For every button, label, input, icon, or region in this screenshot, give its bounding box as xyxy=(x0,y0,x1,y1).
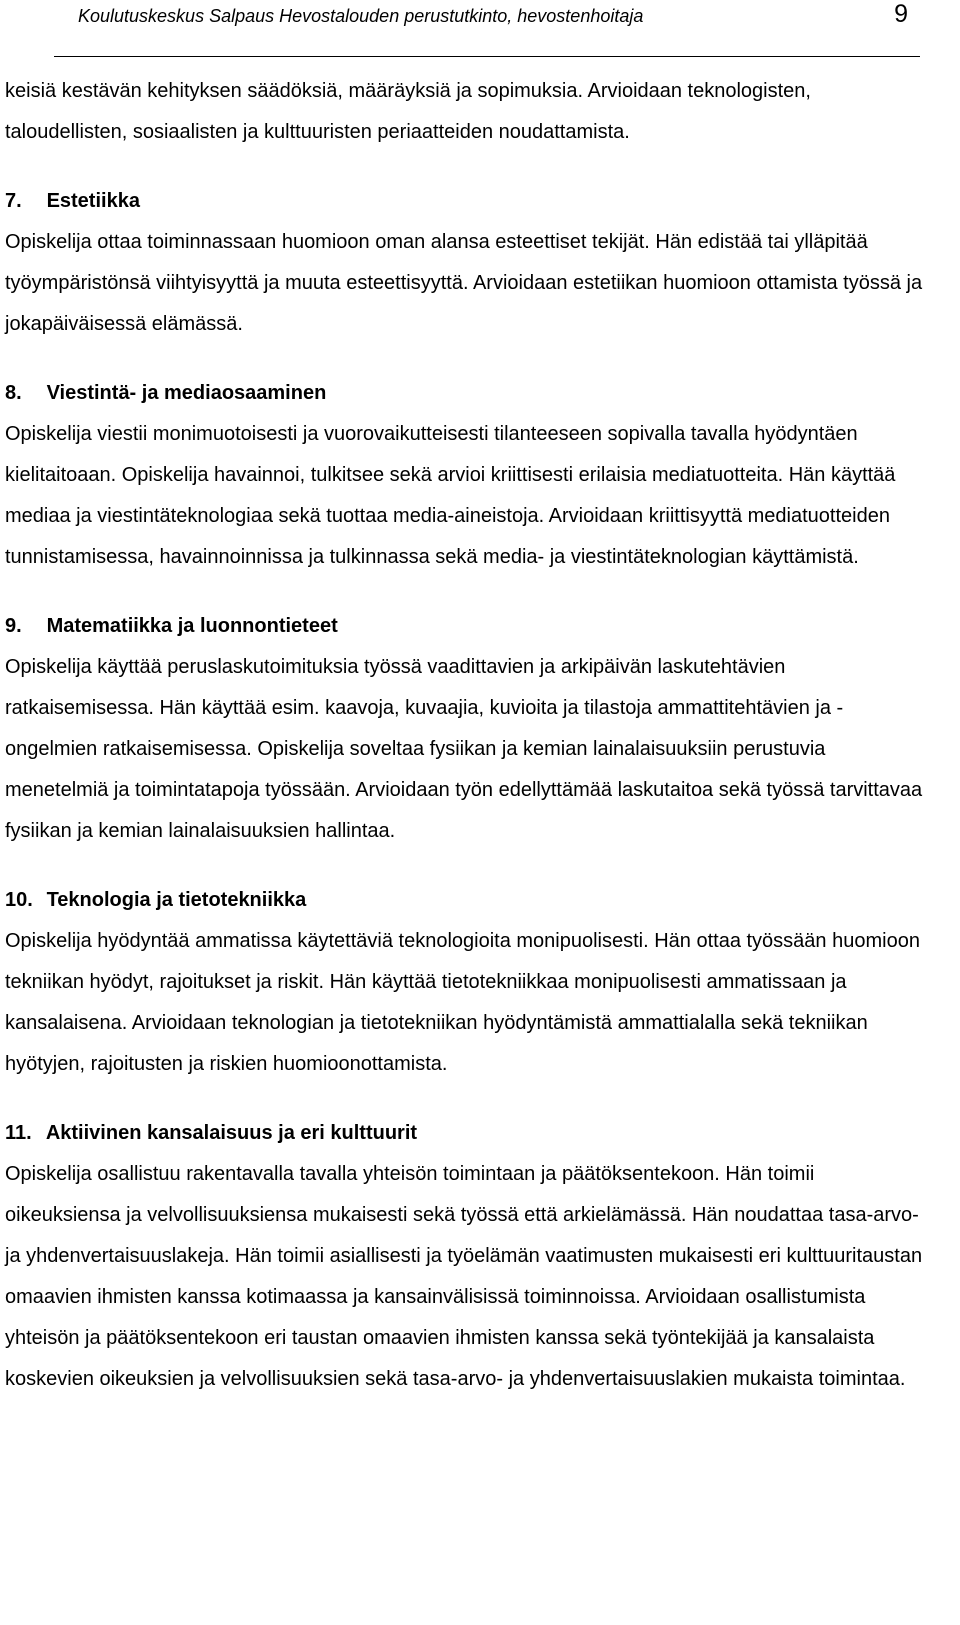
section-body: Opiskelija ottaa toiminnassaan huomioon oman alansa esteettiset tekijät. Hän edistää tai ylläpitää työympäristönsä viihtyisyyttä ja muuta esteettisyyttä. Arvioidaan estetiikan huomioon ottamista työssä ja jokapäiväisessä elämässä. xyxy=(5,231,923,335)
section-number: 8. xyxy=(5,382,22,404)
section-body: Opiskelija hyödyntää ammatissa käytettäviä teknologioita monipuolisesti. Hän ottaa työssään huomioon tekniikan hyödyt, rajoitukset ja riskit. Hän käyttää tietotekniikkaa monipuolisesti ammatissaan ja kansalaisena. Arvioidaan teknologian ja tietotekniikan hyödyntämistä ammattialalla sekä tekniikan hyötyjen, rajoitusten ja riskien huomioonottamista. xyxy=(5,930,920,1075)
section-heading xyxy=(5,181,925,222)
section-body: Opiskelija osallistuu rakentavalla tavalla yhteisön toimintaan ja päätöksentekoon. Hän toimii oikeuksiensa ja velvollisuuksiensa mukaisesti sekä työssä että arkielämässä. Hän noudattaa tasa-arvo- ja yhdenvertaisuuslakeja. Hän toimii asiallisesti ja työelämän vaatimusten mukaisesti eri kulttuuritaustan omaavien ihmisten kanssa kotimaassa ja kansainvälisissä toiminnoissa. Arvioidaan osallistumista yhteisön ja päätöksentekoon eri taustan omaavien ihmisten kanssa sekä työntekijää ja kansalaista koskevien oikeuksien ja velvollisuuksien sekä tasa-arvo- ja yhdenvertaisuuslakien mukaista toimintaa. xyxy=(5,1163,923,1390)
header-title: Koulutuskeskus Salpaus Hevostalouden perustutkinto, hevostenhoitaja xyxy=(78,6,644,26)
section-title: Teknologia ja tietotekniikka xyxy=(46,889,307,911)
section-number: 7. xyxy=(5,190,22,212)
section-heading xyxy=(5,373,925,414)
section-number: 9. xyxy=(5,615,22,637)
section-estetiikka xyxy=(5,181,925,345)
page-header xyxy=(54,0,920,57)
section-kansalaisuus xyxy=(5,1113,925,1400)
page-number: 9 xyxy=(894,0,908,28)
section-heading xyxy=(5,880,925,921)
section-title: Matematiikka ja luonnontieteet xyxy=(46,615,338,637)
section-number: 11. xyxy=(5,1122,32,1144)
intro-paragraph: keisiä kestävän kehityksen säädöksiä, määräyksiä ja sopimuksia. Arvioidaan teknologisten, taloudellisten, sosiaalisten ja kulttuuristen periaatteiden noudattamista. xyxy=(5,80,811,143)
section-number: 10. xyxy=(5,889,33,911)
section-teknologia xyxy=(5,880,925,1085)
section-matematiikka xyxy=(5,606,925,852)
section-body: Opiskelija käyttää peruslaskutoimituksia työssä vaadittavien ja arkipäivän laskutehtävien ratkaisemisessa. Hän käyttää esim. kaavoja, kuvaajia, kuvioita ja tilastoja ammattitehtävien ja -ongelmien ratkaisemisessa. Opiskelija soveltaa fysiikan ja kemian lainalaisuuksiin perustuvia menetelmiä ja toimintatapoja työssään. Arvioidaan työn edellyttämää laskutaitoa sekä työssä tarvittavaa fysiikan ja kemian lainalaisuuksien hallintaa. xyxy=(5,656,923,842)
section-viestinta xyxy=(5,373,925,578)
section-heading xyxy=(5,606,925,647)
section-title: Viestintä- ja mediaosaaminen xyxy=(46,382,327,404)
section-body: Opiskelija viestii monimuotoisesti ja vuorovaikutteisesti tilanteeseen sopivalla tavalla hyödyntäen kielitaitoaan. Opiskelija havainnoi, tulkitsee sekä arvioi kriittisesti erilaisia mediatuotteita. Hän käyttää mediaa ja viestintäteknologiaa sekä tuottaa media-aineistoja. Arvioidaan kriittisyyttä mediatuotteiden tunnistamisessa, havainnoinnissa ja tulkinnassa sekä media- ja viestintäteknologian käyttämistä. xyxy=(5,423,896,568)
section-title: Estetiikka xyxy=(46,190,140,212)
document-body xyxy=(5,71,925,1428)
section-title: Aktiivinen kansalaisuus ja eri kulttuurit xyxy=(45,1122,418,1144)
section-heading xyxy=(5,1113,925,1154)
